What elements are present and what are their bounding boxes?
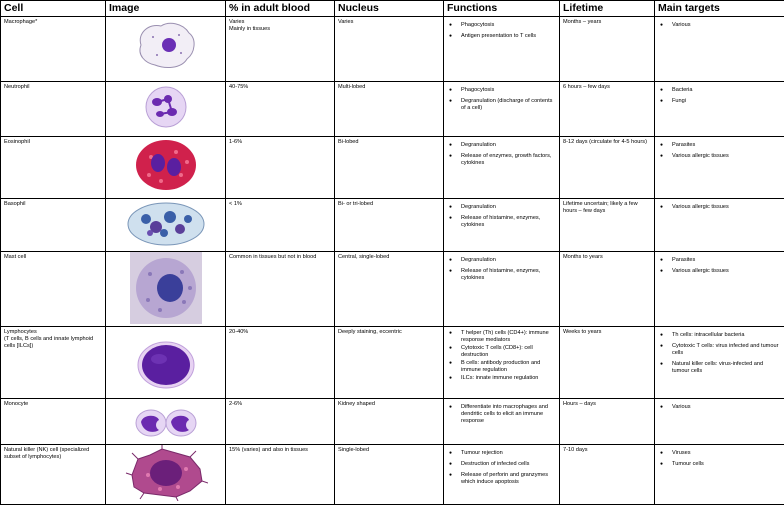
list-item: ● Release of perforin and granzymes which induce apoptosis [447,472,556,486]
targets-cell [655,82,784,137]
lifetime-value: Hours – days [560,399,655,445]
table-row [1,399,784,445]
list-item: ● Fungi [658,98,781,105]
nucleus-value: Central, single-lobed [335,252,444,327]
list-item: ● Degranulation [447,142,556,149]
cell-name: Mast cell [1,252,106,327]
table-row [1,17,784,82]
header-cell: Cell [1,1,106,17]
functions-cell [444,137,560,199]
lifetime-value: Months – years [560,17,655,82]
list-item: ● T helper (Th) cells (CD4+): immune response mediators [447,330,556,344]
table-row [1,327,784,399]
nucleus-value: Single-lobed [335,445,444,505]
list-item: ● Various allergic tissues [658,204,781,211]
cell-name: Eosinophil [1,137,106,199]
list-item: ● Antigen presentation to T cells [447,33,556,40]
table-row [1,199,784,252]
table-row [1,445,784,505]
list-item: ● Various allergic tissues [658,268,781,275]
lymphocyte-cell-image [106,327,226,399]
neutrophil-cell-image [106,82,226,137]
percent-value: Common in tissues but not in blood [226,252,335,327]
cell-name: Macrophage* [1,17,106,82]
list-item: ● Release of histamine, enzymes, cytokines [447,215,556,229]
eosinophil-cell-image [106,137,226,199]
targets-cell [655,199,784,252]
nucleus-value: Multi-lobed [335,82,444,137]
list-item: ● Natural killer cells: virus-infected and tumour cells [658,361,781,375]
nucleus-value: Bi- or tri-lobed [335,199,444,252]
list-item: ● Degranulation [447,257,556,264]
percent-value: 20-40% [226,327,335,399]
list-item: ● Various [658,404,781,411]
list-item: ● ILCs: innate immune regulation [447,375,556,382]
targets-cell [655,17,784,82]
basophil-cell-image [106,199,226,252]
targets-cell [655,137,784,199]
list-item: ● Phagocytosis [447,22,556,29]
list-item: ● Degranulation [447,204,556,211]
percent-value: 2-6% [226,399,335,445]
percent-value: 15% (varies) and also in tissues [226,445,335,505]
mast-cell-image [106,252,226,327]
header-lifetime: Lifetime [560,1,655,17]
cell-name: Natural killer (NK) cell (specialized subset of lymphocytes) [1,445,106,505]
lifetime-value: Weeks to years [560,327,655,399]
lifetime-value: Months to years [560,252,655,327]
nk-cell-image [106,445,226,505]
list-item: ● Destruction of infected cells [447,461,556,468]
lifetime-value: 6 hours – few days [560,82,655,137]
table-row [1,82,784,137]
list-item: ● Cytotoxic T cells (CD8+): cell destruction [447,345,556,359]
lifetime-value: 7-10 days [560,445,655,505]
targets-cell [655,445,784,505]
list-item: ● Phagocytosis [447,87,556,94]
list-item: ● Tumour rejection [447,450,556,457]
list-item: ● Cytotoxic T cells: virus infected and tumour cells [658,343,781,357]
nucleus-value: Bi-lobed [335,137,444,199]
header-percent: % in adult blood [226,1,335,17]
list-item: ● Release of enzymes, growth factors, cytokines [447,153,556,167]
targets-cell [655,252,784,327]
table-row [1,252,784,327]
percent-value: 1-6% [226,137,335,199]
nucleus-value: Deeply staining, eccentric [335,327,444,399]
macrophage-cell-image [106,17,226,82]
list-item: ● Tumour cells [658,461,781,468]
cell-name: Basophil [1,199,106,252]
cell-name: Neutrophil [1,82,106,137]
header-targets: Main targets [655,1,784,17]
nucleus-value: Varies [335,17,444,82]
table-row [1,137,784,199]
header-functions: Functions [444,1,560,17]
monocyte-cell-image [106,399,226,445]
list-item: ● Th cells: intracellular bacteria [658,332,781,339]
list-item: ● Release of histamine, enzymes, cytokines [447,268,556,282]
list-item: ● Differentiate into macrophages and dendritic cells to elicit an immune response [447,404,556,425]
targets-cell [655,399,784,445]
functions-cell [444,399,560,445]
functions-cell [444,199,560,252]
list-item: ● Bacteria [658,87,781,94]
list-item: ● Degranulation (discharge of contents of a cell) [447,98,556,112]
percent-value: 40-75% [226,82,335,137]
nucleus-value: Kidney shaped [335,399,444,445]
header-nucleus: Nucleus [335,1,444,17]
functions-cell [444,17,560,82]
lifetime-value: Lifetime uncertain; likely a few hours – few days [560,199,655,252]
percent-value: < 1% [226,199,335,252]
list-item: ● Parasites [658,142,781,149]
list-item: ● Various [658,22,781,29]
list-item: ● Various allergic tissues [658,153,781,160]
functions-cell [444,445,560,505]
functions-cell [444,327,560,399]
cell-name: Monocyte [1,399,106,445]
list-item: ● Parasites [658,257,781,264]
header-image: Image [106,1,226,17]
functions-cell [444,252,560,327]
header-row [1,1,784,17]
cell-name: Lymphocytes (T cells, B cells and innate lymphoid cells [ILCs]) [1,327,106,399]
list-item: ● Viruses [658,450,781,457]
percent-value: Varies Mainly in tissues [226,17,335,82]
lifetime-value: 8-12 days (circulate for 4-5 hours) [560,137,655,199]
functions-cell [444,82,560,137]
targets-cell [655,327,784,399]
list-item: ● B cells: antibody production and immune regulation [447,360,556,374]
